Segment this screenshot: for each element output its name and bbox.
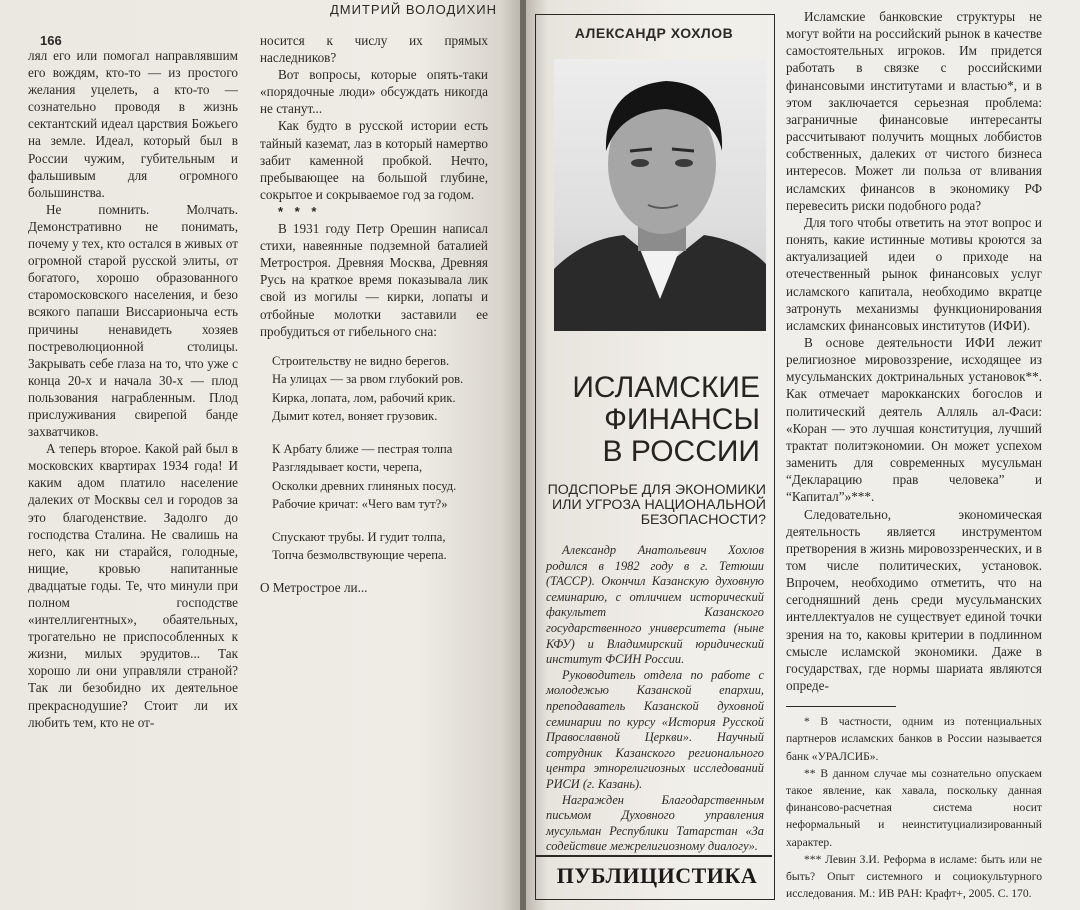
portrait-image	[554, 59, 766, 331]
poem-line: На улицах — за рвом глубокий ров.	[272, 372, 464, 387]
paragraph: В 1931 году Петр Орешин написал стихи, навеянные подземной баталией Метростроя. Древняя Москва, Древняя Русь на краткое время показывала лик свой из могилы — кирки, лопаты и отбойные молотки заставили ее пробудиться от гибельного сна:	[260, 221, 488, 339]
article-headline	[544, 372, 760, 468]
paragraph: Как будто в русской истории есть тайный каземат, лаз в который намертво забит каменной пробкой. Нечто, пребывающее на большой глубине, сокрытое и сокрываемое год за годом.	[260, 118, 488, 202]
paragraph: Вот вопросы, которые опять-таки «порядочные люди» обсуждать никогда не станут...	[260, 67, 488, 117]
footnote: ** В данном случае мы сознательно опускаем такое явление, как хавала, поскольку данная финансово-расчетная система носит неформальный и неинституциализированный характер.	[786, 766, 1042, 849]
bio-paragraph: Александр Анатольевич Хохлов родился в 1982 году в г. Тетюши (ТАССР). Окончил Казанскую духовную семинарию, с отличием исторический факультет Казанского государственного университета (ныне КФУ) и Владимирский юридический институт ФСИН России.	[546, 543, 764, 667]
left-column-1	[28, 47, 238, 731]
poem-line: Осколки древних глиняных посуд.	[272, 478, 457, 493]
author-photo	[554, 59, 766, 331]
article-paragraph: Следовательно, экономическая деятельность является инструментом претворения в жизнь мировоззренческих, и в том числе политических, установок. Впрочем, необходимо отметить, что на сегодняшний день среди мусульманских интеллектуалов не существует единой точки зрения на то, каковы критерии в подлинном смысле исламской экономики. Даже в государствах, где нормы шариата являются опреде-	[786, 506, 1042, 694]
page-number: 166	[40, 33, 62, 48]
article-subheadline	[540, 483, 766, 528]
paragraph: лял его или помогал направлявшим его вождям, кто-то — из простого желания уцелеть, а кто-то — сознательно проводя в жизнь сектантский идеал царствия Божьего на земле. Идеал, который был в России чужим, губительным и фальшивым для огромного большинства.	[28, 48, 238, 200]
section-separator: * * *	[278, 203, 321, 219]
author-bio	[546, 543, 764, 855]
running-head: ДМИТРИЙ ВОЛОДИХИН	[330, 2, 498, 17]
footnote: * В частности, одним из потенциальных партнеров исламских банков в России называется банк «УРАЛСИБ».	[786, 715, 1042, 763]
author-sidebar	[535, 14, 775, 900]
paragraph: Не помнить. Молчать. Демонстративно не понимать, почему у тех, кто остался в живых от огромной старой русской элиты, от богатого, хорошо образованного старомосковского населения, и безо всякого папаши Виссарионыча есть причины ненавидеть хозяев постреволюционной столицы. Закрывать себе глаза на то, что уже с конца 20-х и начала 30-х — плод пользования награбленным. Плод прислуживания свирепой банде захватчиков.	[28, 201, 238, 440]
poem-line: Спускают трубы. И гудит толпа,	[272, 529, 446, 544]
poem	[260, 352, 488, 565]
headline-line: В РОССИИ	[602, 435, 760, 468]
left-column-2	[260, 32, 488, 596]
subheadline-line: БЕЗОПАСНОСТИ?	[640, 512, 766, 528]
subheadline-line: ПОДСПОРЬЕ ДЛЯ ЭКОНОМИКИ	[547, 482, 766, 498]
section-rubric: ПУБЛИЦИСТИКА	[556, 863, 758, 888]
rubric-divider	[536, 855, 772, 857]
article-column	[786, 8, 1042, 902]
article-paragraph: Исламские банковские структуры не могут войти на российский рынок в качестве самостоятельных игроков. Им придется работать в связке с российскими финансовыми институтами и властью*, и в этом заключается серьезная проблема: заграничные финансовые интересанты рассчитывают получить мощных лоббистов собственных, далеких от чистого бизнеса интересов. Может ли польза от вливания исламских финансов в экономику РФ перевесить риски подобного рода?	[786, 9, 1042, 213]
paragraph: носится к числу их прямых наследников?	[260, 33, 488, 66]
bio-paragraph: Руководитель отдела по работе с молодежью Казанской епархии, преподаватель Казанской духовной семинарии по курсу «История Русской Православной Церкви». Научный сотрудник Казанского регионального центра этнорелигиозных исследований РИСИ (г. Казань).	[546, 667, 764, 791]
headline-line: ФИНАНСЫ	[604, 403, 760, 436]
paragraph: О Метрострое ли...	[260, 579, 368, 595]
poem-line: Разглядывает кости, черепа,	[272, 460, 423, 475]
poem-line: К Арбату ближе — пестрая толпа	[272, 441, 453, 456]
article-paragraph: Для того чтобы ответить на этот вопрос и понять, какие истинные мотивы кроются за актуализацией идеи о приходе на отечественный рынок финансовых услуг исламского капитала, необходимо вкратце затронуть механизмы функционирования исламских финансовых институтов (ИФИ).	[786, 214, 1042, 333]
footnote-rule	[786, 706, 896, 707]
headline-line: ИСЛАМСКИЕ	[572, 371, 760, 404]
poem-line: Кирка, лопата, лом, рабочий крик.	[272, 390, 456, 405]
paragraph: А теперь второе. Какой рай был в московских квартирах 1934 года! И каким адом платило население далеких от Москвы сел и городов за это благоденствие. Задолго до господства Сталина. Не свалишь на него, как ни старайся, голодные, нищие, кровью напитанные двадцатые годы. Те, что минули при полном господстве «интеллигентных», обаятельных, трогательно не приспособленных к жизни, милых эрудитов... Так хорошо ли они управляли страной? Так ли безобидно их деятельное прекраснодушие? Стоит ли их любить тем, кто не от-	[28, 441, 238, 730]
poem-line: Рабочие кричат: «Чего вам тут?»	[272, 497, 448, 512]
subheadline-line: ИЛИ УГРОЗА НАЦИОНАЛЬНОЙ	[551, 497, 766, 513]
poem-stanza	[272, 528, 488, 565]
poem-line: Строительству не видно берегов.	[272, 353, 450, 368]
poem-line: Дымит котел, воняет грузовик.	[272, 409, 438, 424]
poem-stanza	[272, 352, 488, 426]
article-paragraph: В основе деятельности ИФИ лежит религиозное мировоззрение, исходящее из мусульманских доктринальных установок**. Как отмечает марокканских богослов и политический деятель Алляль ал-Фаси: «Коран — это лучшая конституция, лучший трактат политэкономии. Он может успехом заменить для современных мусульман “Декларацию прав человека” и “Капитал”»***.	[786, 334, 1042, 505]
poem-line: Топча безмолвствующие черепа.	[272, 548, 447, 563]
author-name: АЛЕКСАНДР ХОХЛОВ	[574, 25, 734, 41]
footnote: *** Левин З.И. Реформа в исламе: быть или не быть? Опыт системного и социокультурного исследования. М.: ИВ РАН: Крафт+, 2005. С. 170.	[786, 852, 1042, 901]
bio-paragraph: Награжден Благодарственным письмом Духовного управления мусульман Республики Татарстан «За содействие межрелигиозному диалогу».	[546, 792, 764, 854]
poem-stanza	[272, 440, 488, 514]
left-page	[0, 0, 522, 910]
